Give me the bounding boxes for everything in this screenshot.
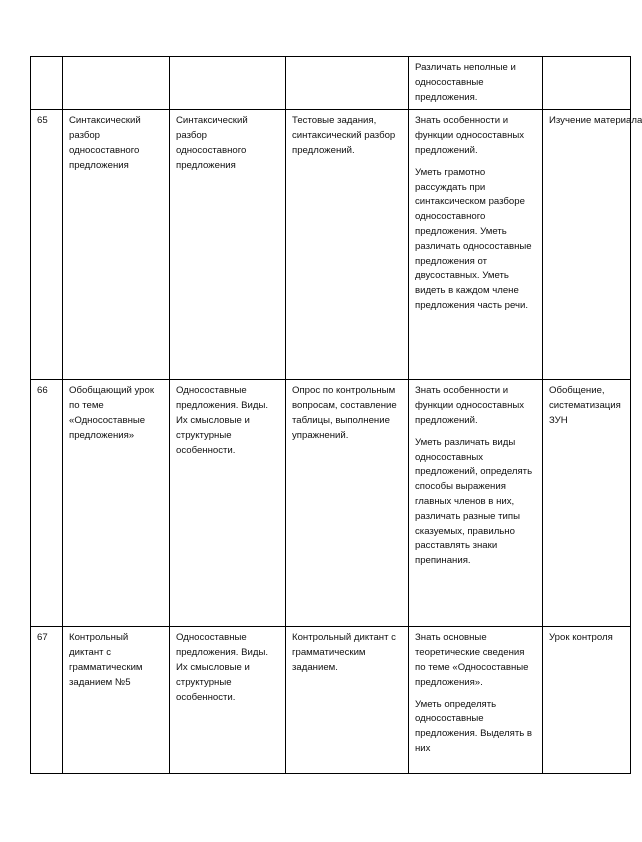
lesson-topic: Контрольный диктант с грамматическим заданием №5: [63, 627, 170, 774]
lesson-topic: Обобщающий урок по теме «Односоставные предложения»: [63, 380, 170, 627]
lesson-outcomes: [409, 57, 543, 110]
lesson-activities: Тестовые задания, синтаксический разбор предложений.: [286, 110, 409, 380]
lesson-content: Односоставные предложения. Виды. Их смысловые и структурные особенности.: [170, 627, 286, 774]
outcome-paragraph: Уметь грамотно рассуждать при синтаксическом разборе односоставного предложения. Уметь различать односоставные предложения от двусоставных. Уметь видеть в каждом члене предложения часть речи.: [415, 166, 532, 311]
lesson-outcomes: [409, 380, 543, 627]
lesson-plan-table: [30, 56, 642, 774]
outcome-paragraph: Уметь различать виды односоставных предложений, определять способы выражения главных членов в них, различать разные типы сказуемых, правильно расставлять знаки препинания.: [415, 436, 533, 567]
lesson-type: Изучение материала: [543, 110, 631, 380]
outcome-paragraph: Уметь определять односоставные предложения. Выделять в них: [415, 698, 532, 754]
lesson-type: [543, 57, 631, 110]
lesson-topic: Синтаксический разбор односоставного предложения: [63, 110, 170, 380]
lesson-outcomes: [409, 627, 543, 774]
lesson-activities: Контрольный диктант с грамматическим заданием.: [286, 627, 409, 774]
table-row: [31, 380, 631, 627]
lesson-topic: [63, 57, 170, 110]
lesson-content: [170, 57, 286, 110]
lesson-number: 67: [31, 627, 63, 774]
lesson-number: [31, 57, 63, 110]
outcome-paragraph: Знать особенности и функции односоставных предложений.: [415, 385, 525, 426]
outcome-paragraph: Знать особенности и функции односоставных предложений.: [415, 115, 525, 156]
lesson-activities: Опрос по контрольным вопросам, составление таблицы, выполнение упражнений.: [286, 380, 409, 627]
outcome-paragraph: Знать основные теоретические сведения по теме «Односоставные предложения».: [415, 632, 529, 688]
lesson-number: 65: [31, 110, 63, 380]
lesson-activities: [286, 57, 409, 110]
lesson-outcomes: [409, 110, 543, 380]
lesson-type: Обобщение, систематизация ЗУН: [543, 380, 631, 627]
lesson-number: 66: [31, 380, 63, 627]
table-row: [31, 110, 631, 380]
lesson-content: Синтаксический разбор односоставного предложения: [170, 110, 286, 380]
lesson-type: Урок контроля: [543, 627, 631, 774]
lesson-content: Односоставные предложения. Виды. Их смысловые и структурные особенности.: [170, 380, 286, 627]
outcome-paragraph: Различать неполные и односоставные предложения.: [415, 62, 516, 103]
table-row: [31, 57, 631, 110]
table-row: [31, 627, 631, 774]
